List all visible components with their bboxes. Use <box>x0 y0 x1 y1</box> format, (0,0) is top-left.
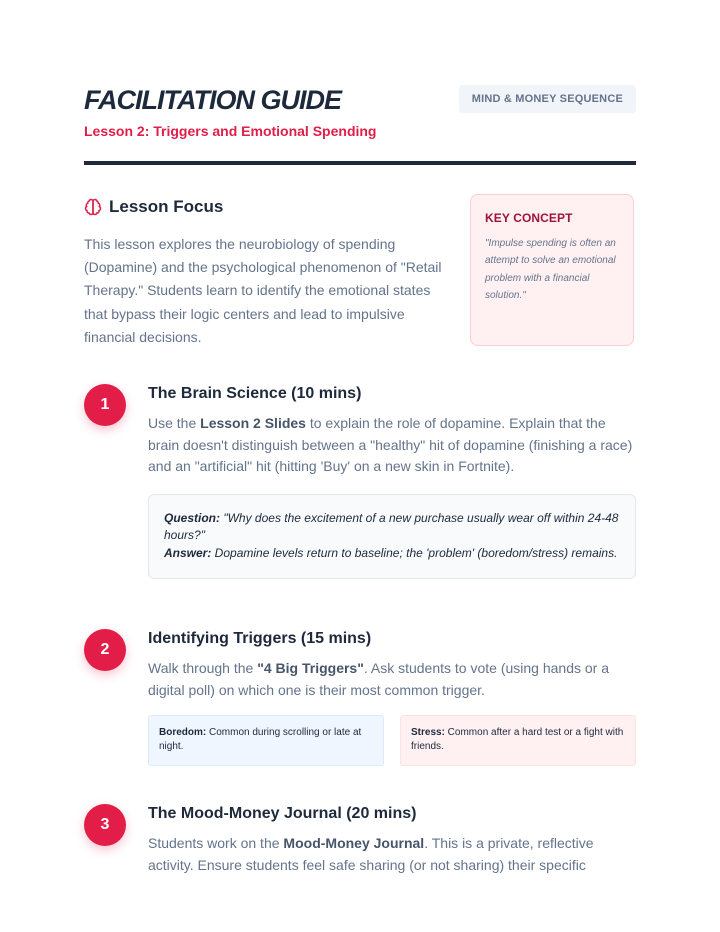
trigger-cards <box>148 715 636 766</box>
brain-icon <box>84 198 102 216</box>
step-number-badge: 2 <box>84 629 126 671</box>
step-text-bold: Lesson 2 Slides <box>200 415 306 431</box>
step-text-post: to explain the role of dopamine. Explain that the brain doesn't distinguish between a "healthy" hit of dopamine (finishing a race) and an "artificial" hit (hitting 'Buy' on a new skin in Fortnite). <box>148 415 633 475</box>
answer-label: Answer: <box>164 545 212 560</box>
step-text-bold: "4 Big Triggers" <box>257 660 364 676</box>
key-concept-label: KEY CONCEPT <box>485 211 573 225</box>
trigger-text: Common after a hard test or a fight with friends. <box>411 727 624 753</box>
step-text-post: . This is a private, reflective activity. Ensure students feel safe sharing (or not sharing) their specific <box>148 835 594 873</box>
key-concept-box <box>470 194 634 346</box>
trigger-label: Boredom: <box>159 727 207 739</box>
step-body <box>148 384 636 579</box>
step-number-badge: 3 <box>84 804 126 846</box>
step-text <box>148 658 636 701</box>
header <box>84 84 636 144</box>
trigger-card-boredom <box>148 715 384 766</box>
lesson-subtitle: Lesson 2: Triggers and Emotional Spending <box>84 123 377 139</box>
trigger-card-stress <box>400 715 636 766</box>
question-text: "Why does the excitement of a new purchase usually wear off within 24-48 hours?" <box>164 510 619 543</box>
trigger-label: Stress: <box>411 727 445 739</box>
header-divider <box>84 161 636 165</box>
key-concept-quote: "Impulse spending is often an attempt to solve an emotional problem with a financial solution." <box>485 238 616 302</box>
question-answer-box <box>148 494 636 579</box>
step-text <box>148 833 636 876</box>
sequence-badge: MIND & MONEY SEQUENCE <box>459 85 636 113</box>
page-title: FACILITATION GUIDE <box>84 85 341 115</box>
lesson-focus-heading <box>84 195 444 219</box>
trigger-text: Common during scrolling or late at night. <box>159 727 362 753</box>
step-body <box>148 804 636 876</box>
step-number-badge: 1 <box>84 384 126 426</box>
step-title: The Mood-Money Journal (20 mins) <box>148 805 417 822</box>
step-text-pre: Use the <box>148 415 201 431</box>
step-text-bold: Mood-Money Journal <box>283 835 425 851</box>
question-line <box>164 510 620 545</box>
step-text-pre: Walk through the <box>148 660 258 676</box>
step-text <box>148 413 636 478</box>
lesson-focus-text: This lesson explores the neurobiology of spending (Dopamine) and the psychological phenomenon of "Retail Therapy." Students learn to identify the emotional states that bypass their logic centers and lead to impulsive financial decisions. <box>84 236 442 345</box>
step-title: The Brain Science (10 mins) <box>148 385 362 402</box>
lesson-focus-section <box>84 195 444 349</box>
lesson-focus-title: Lesson Focus <box>109 197 224 216</box>
answer-line <box>164 545 620 563</box>
step-body <box>148 629 636 766</box>
question-label: Question: <box>164 510 220 525</box>
step-title: Identifying Triggers (15 mins) <box>148 630 372 647</box>
step-text-post: . Ask students to vote (using hands or a digital poll) on which one is their most common trigger. <box>148 660 610 698</box>
answer-text: Dopamine levels return to baseline; the 'problem' (boredom/stress) remains. <box>211 545 618 560</box>
step-text-pre: Students work on the <box>148 835 284 851</box>
